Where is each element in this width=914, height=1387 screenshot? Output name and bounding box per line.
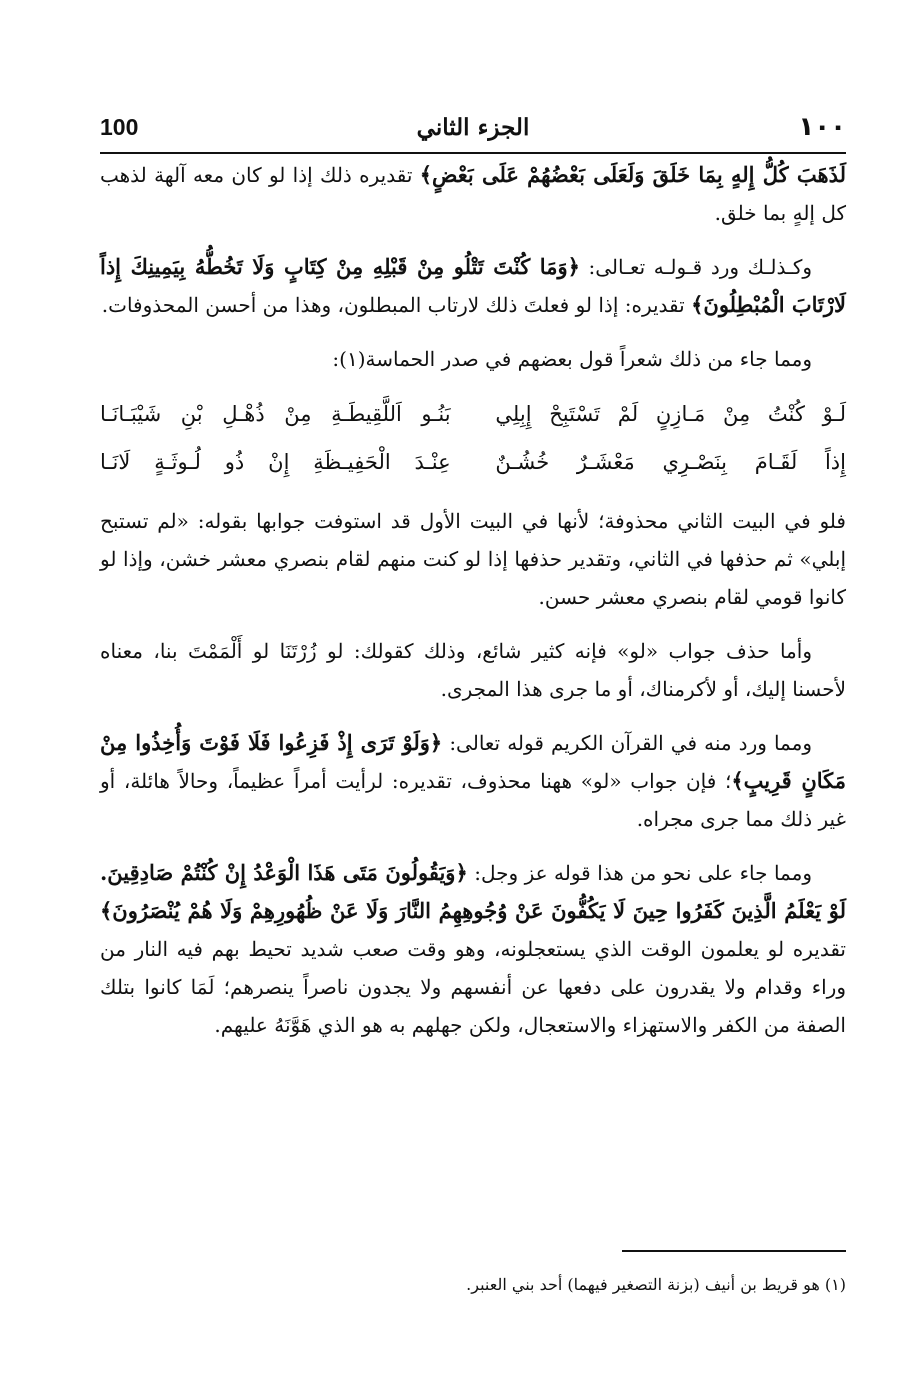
- paragraph-intro: ومما ورد منه في القرآن الكريم قوله تعالى:: [442, 731, 812, 755]
- poetry-block: [100, 390, 846, 486]
- paragraph-text: وأما حذف جواب «لو» فإنه كثير شائع، وذلك كقولك: لو زُرْتَنَا لو أَلْمَمْتَ بنا، معناه لأحسنا إليك، أو لأكرمناك، أو ما جرى هذا المجرى.: [100, 639, 846, 701]
- footnote-divider: [622, 1250, 846, 1252]
- page: [100, 108, 846, 1044]
- paragraph-intro: وكـذلـك ورد قـولـه تعـالى:: [579, 255, 812, 279]
- paragraph-text: ؛ فإن جواب «لو» ههنا محذوف، تقديره: لرأيت أمراً عظيماً، وحالاً هائلة، أو غير ذلك مما جرى مجراه.: [100, 769, 846, 831]
- header-title: الجزء الثاني: [416, 114, 530, 141]
- paragraph-4: [100, 502, 846, 616]
- verse-1-second-hemistich: بَنُـو اَللَّقِيطَـةِ مِنْ ذُهْـلِ بْنِ شَيْبَـانَـا: [100, 402, 451, 426]
- paragraph-7: [100, 854, 846, 1044]
- quran-quote: لَذَهَبَ كُلُّ إِلهٍ بِمَا خَلَقَ وَلَعَلَى بَعْضُهُمْ عَلَى بَعْضٍ﴾: [419, 162, 846, 187]
- paragraph-text: تقديره ذلك إذا لو كان معه آلهة لذهب كل إلهٍ بما خلق.: [100, 163, 846, 225]
- quran-quote: ﴿وَلَوْ تَرَى إِذْ فَزِعُوا فَلَا فَوْتَ وَأُخِذُوا مِنْ مَكَانٍ قَرِيبٍ﴾: [100, 730, 846, 793]
- paragraph-1: [100, 156, 846, 232]
- page-number-arabic: ١٠٠: [798, 112, 846, 142]
- verse-2: [100, 438, 846, 486]
- paragraph-text: فلو في البيت الثاني محذوفة؛ لأنها في البيت الأول قد استوفت جوابها بقوله: «لم تستبح إبلي» ثم حذفها في الثاني، وتقدير حذفها إذا لو كنت منهم لقام بنصري معشر خشن، وإذا لو كانوا قومي لقام بنصري معشر حسن.: [100, 509, 846, 609]
- footnote: (١) هو قريط بن أنيف (بزنة التصغير فيهما) أحد بني العنبر.: [466, 1275, 846, 1294]
- paragraph-text: تقديره لو يعلمون الوقت الذي يستعجلونه، وهو وقت صعب شديد تحيط بهم فيه النار من وراء وقدام ولا يقدرون على دفعها عن أنفسهم ولا يجدون ناصراً ينصرهم؛ لَمَا كانوا بتلك الصفة من الكفر والاستهزاء والاستعجال، ولكن جهلهم به هو الذي هَوَّنَهُ عليهم.: [100, 937, 846, 1037]
- quran-quote: ﴿وَيَقُولُونَ مَتَى هَذَا الْوَعْدُ إِنْ كُنْتُمْ صَادِقِينَ. لَوْ يَعْلَمُ الَّذِينَ كَفَرُوا حِينَ لَا يَكُفُّونَ عَنْ وُجُوهِهِمُ النَّارَ وَلَا عَنْ ظُهُورِهِمْ وَلَا هُمْ يُنْصَرُونَ﴾: [100, 860, 846, 923]
- verse-2-first-hemistich: إِذاً لَقَـامَ بِنَصْـرِي مَعْشَـرٌ خُشُـنٌ: [495, 450, 846, 474]
- paragraph-3: [100, 340, 846, 378]
- paragraph-intro: ومما جاء على نحو من هذا قوله عز وجل:: [467, 861, 812, 885]
- paragraph-6: [100, 724, 846, 838]
- page-number: 100: [100, 114, 139, 140]
- quran-quote: ﴿وَمَا كُنْتَ تَتْلُو مِنْ قَبْلِهِ مِنْ كِتَابٍ وَلَا تَخُطُّهُ بِيَمِينِكَ إِذاً لَارْتَابَ الْمُبْطِلُونَ﴾: [100, 254, 846, 317]
- verse-1: [100, 390, 846, 438]
- paragraph-5: [100, 632, 846, 708]
- running-header: [100, 108, 846, 154]
- paragraph-2: [100, 248, 846, 324]
- paragraph-text: تقديره: إذا لو فعلتَ ذلك لارتاب المبطلون، وهذا من أحسن المحذوفات.: [101, 293, 692, 317]
- paragraph-text: ومما جاء من ذلك شعراً قول بعضهم في صدر الحماسة(١):: [332, 347, 812, 371]
- verse-1-first-hemistich: لَـوْ كُنْتُ مِنْ مَـازِنٍ لَمْ تَسْتَبِحْ إِبِلِي: [495, 402, 846, 426]
- verse-2-second-hemistich: عِنْـدَ الْحَفِيـظَةِ إِنْ ذُو لُـوثَـةٍ لَانَـا: [100, 450, 451, 474]
